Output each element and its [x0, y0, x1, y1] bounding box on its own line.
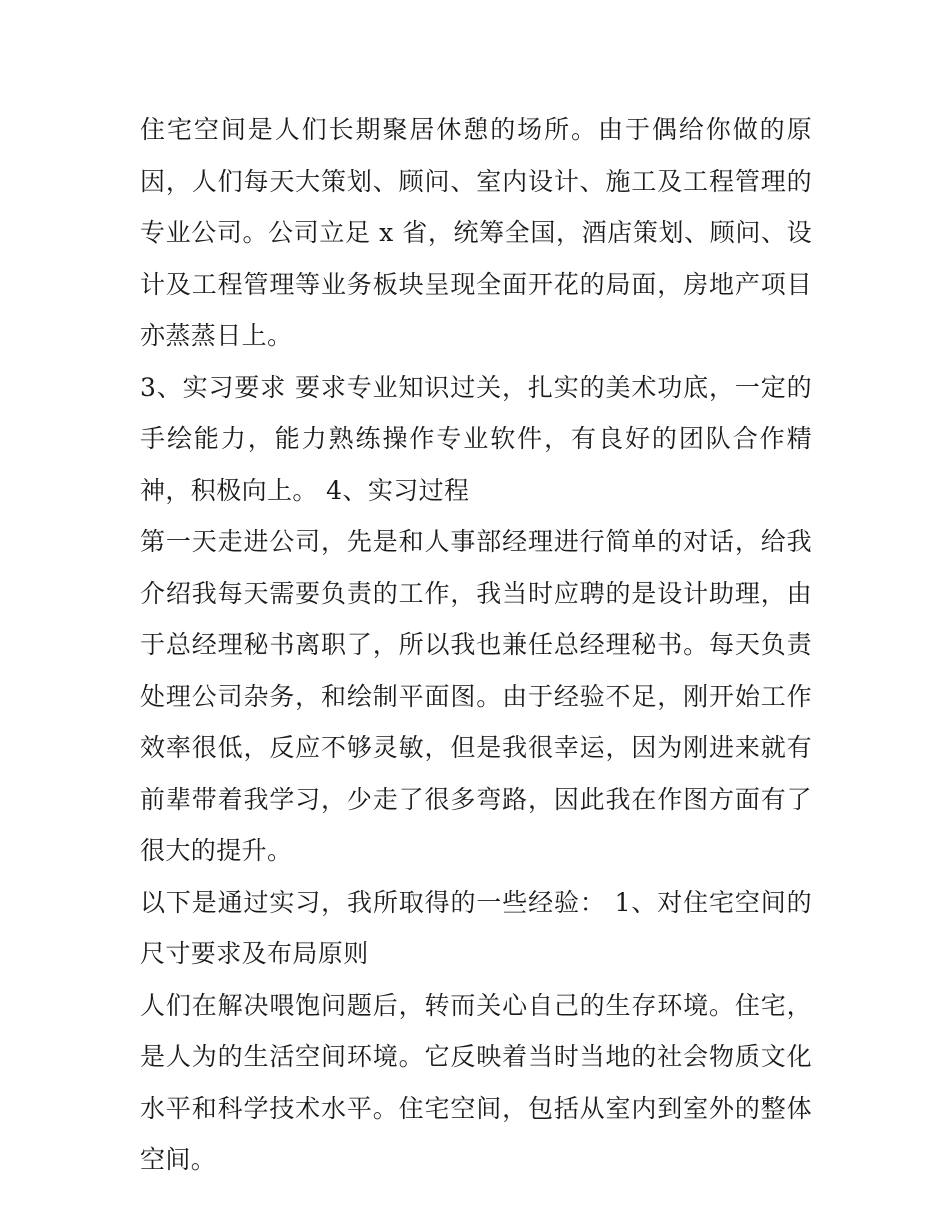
- paragraph-company-intro: 住宅空间是人们长期聚居休憩的场所。由于偶给你做的原因，人们每天大策划、顾问、室内设计、施工及工程管理的专业公司。公司立足 x 省，统筹全国，酒店策划、顾问、设计及工程管理等业务板块呈现全面开花的局面，房地产项目亦蒸蒸日上。: [140, 115, 812, 350]
- paragraph-experience-heading: 以下是通过实习，我所取得的一些经验： 1、对住宅空间的尺寸要求及布局原则: [140, 887, 812, 968]
- document-body: [140, 104, 812, 1186]
- paragraph-internship-requirements: 3、实习要求 要求专业知识过关，扎实的美术功底，一定的手绘能力，能力熟练操作专业软件，有良好的团队合作精神，积极向上。 4、实习过程: [140, 372, 812, 505]
- paragraph-living-environment: 人们在解决喂饱问题后，转而关心自己的生存环境。住宅，是人为的生活空间环境。它反映着当时当地的社会物质文化水平和科学技术水平。住宅空间，包括从室内到室外的整体空间。: [140, 990, 812, 1174]
- paragraph-first-day: 第一天走进公司，先是和人事部经理进行简单的对话，给我介绍我每天需要负责的工作，我当时应聘的是设计助理，由于总经理秘书离职了，所以我也兼任总经理秘书。每天负责处理公司杂务，和绘制平面图。由于经验不足，刚开始工作效率很低，反应不够灵敏，但是我很幸运，因为刚进来就有前辈带着我学习，少走了很多弯路，因此我在作图方面有了很大的提升。: [140, 527, 812, 865]
